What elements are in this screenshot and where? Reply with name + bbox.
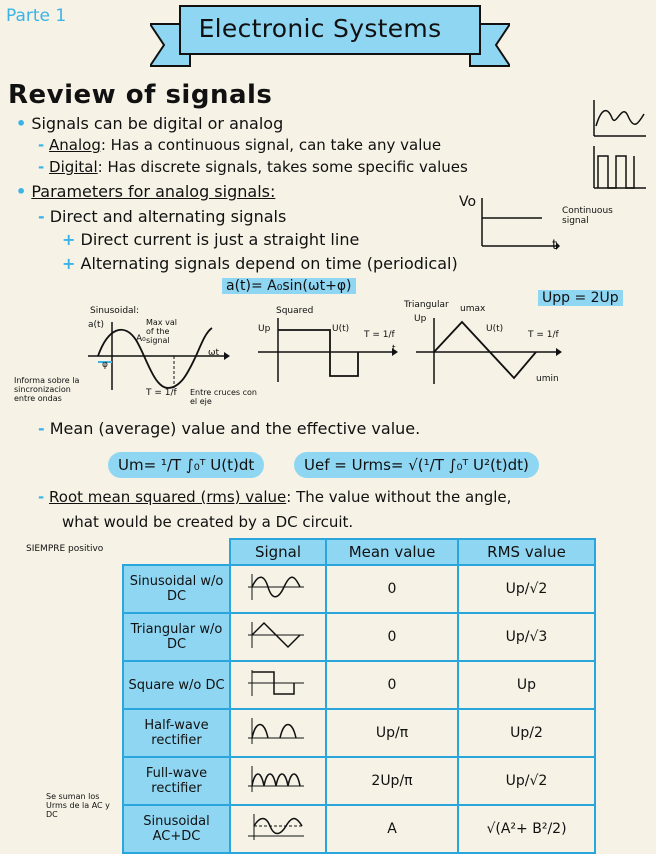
table-row (123, 661, 595, 709)
table-corner (123, 539, 230, 565)
tri-ut: U(t) (486, 324, 504, 334)
sin-phi: φ (102, 360, 108, 370)
sq-period: T = 1/f (364, 330, 395, 340)
urms-formula: Uef = Urms= √(¹/T ∫₀ᵀ U²(t)dt) (294, 452, 539, 478)
analog-text: : Has a continuous signal, can take any value (100, 136, 442, 154)
table-row (123, 757, 595, 805)
digital-term: Digital (49, 158, 98, 176)
bullet-signals: • Signals can be digital or analog (16, 114, 284, 133)
sine-signal-icon (248, 572, 308, 602)
sinusoidal-graph (84, 318, 234, 398)
tri-umax: umax (460, 304, 486, 314)
table-row (123, 613, 595, 661)
mean-line-text: Mean (average) value and the effective value. (49, 419, 421, 438)
dc-sketch (476, 196, 560, 254)
analog-digital-sketch (586, 96, 650, 196)
vo-label: Vo (459, 194, 477, 210)
square-signal-icon (248, 668, 308, 698)
row-name: Full-wave rectifier (123, 757, 230, 805)
rms-line-2: what would be created by a DC circuit. (62, 513, 354, 531)
bullet-params: • Parameters for analog signals: (16, 182, 276, 201)
section-heading: Review of signals (8, 80, 273, 110)
squared-graph (258, 316, 398, 384)
analog-line: - Analog: Has a continuous signal, can take any value (38, 136, 442, 154)
triangle-signal-icon (248, 620, 308, 650)
sine-dc-icon (248, 812, 308, 842)
page-label: Parte 1 (6, 6, 67, 26)
tri-title: Triangular (404, 300, 449, 310)
um-formula: Um= ¹/T ∫₀ᵀ U(t)dt (108, 452, 264, 478)
direct-alt-text: Direct and alternating signals (49, 207, 287, 226)
mean-cell: A (326, 805, 458, 853)
sin-cross: Entre cruces con el eje (190, 388, 257, 406)
rms-cell: Up (458, 661, 595, 709)
rms-term: Root mean squared (rms) value (49, 488, 287, 506)
side-note: Se suman los Urms de la AC y DC (46, 792, 110, 819)
table-row (123, 709, 595, 757)
sq-title: Squared (276, 306, 314, 316)
mean-line: - Mean (average) value and the effective value. (38, 419, 421, 438)
col-mean: Mean value (326, 539, 458, 565)
sq-ut: U(t) (332, 324, 350, 334)
digital-line: - Digital: Has discrete signals, takes some specific values (38, 158, 468, 176)
row-name: Half-wave rectifier (123, 709, 230, 757)
col-rms: RMS value (458, 539, 595, 565)
row-name: Sinusoidal AC+DC (123, 805, 230, 853)
signal-table (122, 538, 596, 854)
signal-cell (230, 757, 326, 805)
signal-cell (230, 805, 326, 853)
half-wave-icon (248, 716, 308, 746)
table-header-row (123, 539, 595, 565)
rms-cell: Up/√2 (458, 565, 595, 613)
mean-cell: 0 (326, 613, 458, 661)
bullet-params-text: Parameters for analog signals: (31, 182, 276, 201)
sin-a-label: a(t) (88, 320, 105, 330)
sin-info: Informa sobre la sincronizacion entre ondas (14, 376, 80, 403)
rms-text: : The value without the angle, (286, 488, 512, 506)
digital-text: : Has discrete signals, takes some specific values (97, 158, 468, 176)
row-name: Sinusoidal w/o DC (123, 565, 230, 613)
tri-period: T = 1/f (528, 330, 559, 340)
sin-wt: ωt (208, 348, 220, 358)
sin-ao: A₀ (136, 334, 146, 344)
bullet-signals-text: Signals can be digital or analog (31, 114, 284, 133)
table-row (123, 565, 595, 613)
rms-cell: √(A²+ B²/2) (458, 805, 595, 853)
row-name: Square w/o DC (123, 661, 230, 709)
rms-cell: Up/√2 (458, 757, 595, 805)
col-signal: Signal (230, 539, 326, 565)
mean-cell: 0 (326, 661, 458, 709)
full-wave-icon (248, 764, 308, 794)
rms-cell: Up/√3 (458, 613, 595, 661)
analog-term: Analog (49, 136, 101, 154)
rms-cell: Up/2 (458, 709, 595, 757)
dc-line-text: Direct current is just a straight line (80, 230, 360, 249)
mean-cell: Up/π (326, 709, 458, 757)
signal-cell (230, 613, 326, 661)
sq-up: Up (258, 324, 271, 334)
rms-line: - Root mean squared (rms) value: The value without the angle, (38, 488, 512, 506)
sin-period: T = 1/f (146, 388, 177, 398)
row-name: Triangular w/o DC (123, 613, 230, 661)
tri-umin: umin (536, 374, 559, 384)
signal-cell (230, 661, 326, 709)
ac-line: + Alternating signals depend on time (periodical) (62, 254, 458, 273)
siempre-note: SIEMPRE positivo (26, 544, 104, 554)
table-row (123, 805, 595, 853)
mean-cell: 0 (326, 565, 458, 613)
formula-highlight: a(t)= A₀sin(ωt+φ) (222, 278, 356, 294)
mean-cell: 2Up/π (326, 757, 458, 805)
page-title: Electronic Systems (198, 14, 442, 43)
ac-line-text: Alternating signals depend on time (periodical) (80, 254, 458, 273)
direct-alt-line: - Direct and alternating signals (38, 207, 287, 226)
signal-cell (230, 709, 326, 757)
sin-title: Sinusoidal: (90, 306, 140, 316)
sq-t: t (392, 344, 396, 354)
t-label: t (552, 238, 558, 253)
upp-label: Upp = 2Up (538, 290, 623, 306)
sin-note: Max val of the signal (146, 318, 177, 345)
continuous-label: Continuous signal (562, 206, 613, 226)
signal-cell (230, 565, 326, 613)
tri-up: Up (414, 314, 427, 324)
dc-line: + Direct current is just a straight line (62, 230, 360, 249)
